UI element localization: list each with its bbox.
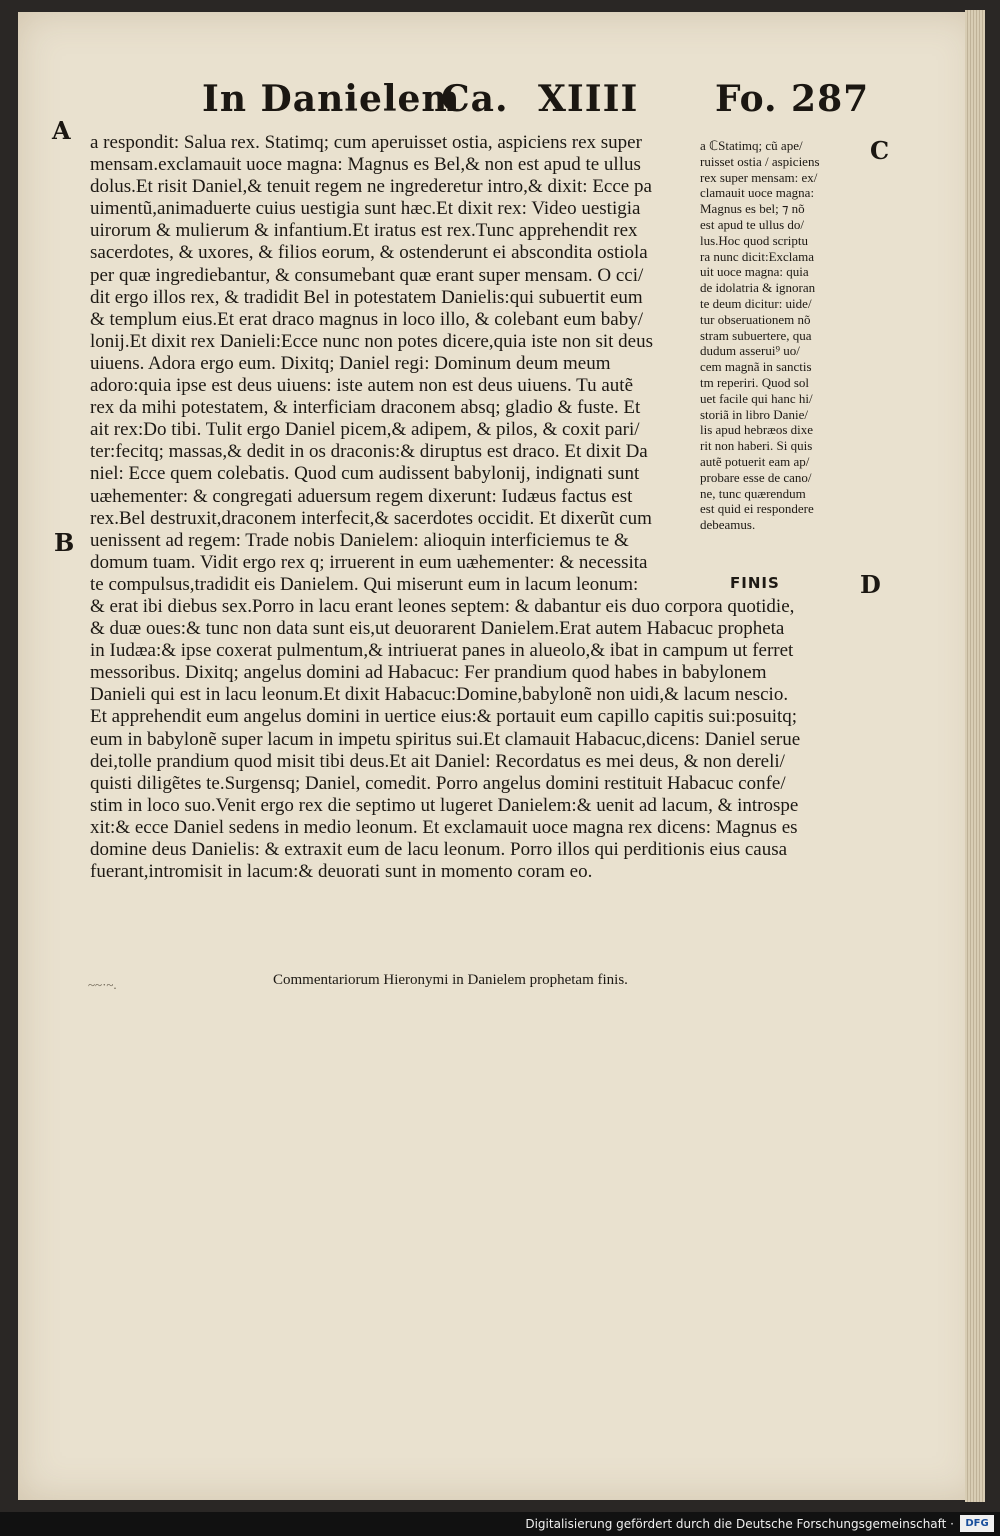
text-line: adoro:quia ipse est deus uiuens: iste autem non est deus uiuens. Tu autẽ [90, 375, 634, 397]
text-line: & templum eius.Et erat draco magnus in loco illo, & colebant eum baby/ [90, 308, 643, 330]
text-line: ter:fecitq; massas,& dedit in os draconis:& diruptus est draco. Et dixit Da [90, 441, 648, 463]
gloss-line: ra nunc dicit:Exclama [700, 248, 815, 264]
text-line: Et apprehendit eum angelus domini in uertice eius:& portauit eum capillo capitis sui:posuitq; [90, 706, 798, 728]
text-line: rex.Bel destruxit,draconem interfecit,& sacerdotes occidit. Et dixerũt cum [90, 507, 652, 529]
running-head-chapter: Ca. [441, 78, 509, 120]
gloss-line: debeamus. [700, 517, 756, 533]
gloss-line: dudum asserui⁹ uo/ [700, 343, 800, 359]
text-line: per quæ ingrediebantur, & consumebant quæ erant super mensam. O cci/ [90, 264, 644, 286]
gloss-line: rex super mensam: ex/ [700, 169, 818, 185]
running-head [18, 78, 980, 128]
text-line: ait rex:Do tibi. Tulit ergo Daniel picem,& adipem, & pilos, & coxit pari/ [90, 419, 640, 441]
text-line: a respondit: Salua rex. Statimq; cum aperuisset ostia, aspiciens rex super [90, 132, 642, 153]
text-line: lonij.Et dixit rex Danieli:Ecce nunc non potes dicere,quia iste non sit deus [90, 330, 653, 352]
text-line: fuerant,intromisit in lacum:& deuorati sunt in momento coram eo. [90, 861, 593, 883]
text-line: messoribus. Dixitq; angelus domini ad Habacuc: Fer prandium quod habes in babylonem [90, 662, 767, 684]
gloss-line: de idolatria & ignoran [700, 280, 816, 296]
gloss-line: ruisset ostia / aspiciens [700, 153, 820, 169]
gloss-line: lus.Hoc quod scriptu [700, 232, 808, 248]
marginal-gloss [700, 138, 870, 533]
footer-bar [0, 1512, 1000, 1536]
gloss-line: a ℂStatimq; cũ ape/ [700, 138, 803, 153]
gloss-line: est quid ei respondere [700, 501, 814, 517]
text-line: xit:& ecce Daniel sedens in medio leonum. Et exclamauit uoce magna rex dicens: Magnus es [90, 816, 798, 838]
text-line: niel: Ecce quem colebatis. Quod cum audissent babylonij, indignati sunt [90, 463, 640, 485]
text-line: te compulsus,tradidit eis Danielem. Qui miserunt eum in lacum leonum: [90, 573, 639, 595]
text-line: quisti diligẽtes te.Surgensq; Daniel, comedit. Porro angelus domini restituit Habacuc confe/ [90, 772, 786, 794]
text-line: in Iudæa:& ipse coxerat pulmentum,& intriuerat panes in alueolo,& ibat in campum ut ferret [90, 640, 794, 662]
dfg-logo [960, 1515, 994, 1532]
text-line: & erat ibi diebus sex.Porro in lacu erant leones septem: & dabantur eis duo corpora quotidie, [90, 595, 795, 617]
gloss-line: autẽ potuerit eam ap/ [700, 453, 810, 469]
text-line: uimentũ,animaduerte cuius uestigia sunt hæc.Et dixit rex: Video uestigia [90, 198, 641, 220]
gloss-line: tur obseruationem nõ [700, 311, 811, 327]
gloss-line: clamauit uoce magna: [700, 185, 815, 201]
footer-credit: Digitalisierung gefördert durch die Deutsche Forschungsgemeinschaft · [525, 1517, 954, 1531]
colophon: Commentariorum Hieronymi in Danielem prophetam finis. [273, 972, 628, 988]
text-line: eum in babylonẽ super lacum in impetu spiritus sui.Et clamauit Habacuc,dicens: Daniel serue [90, 728, 801, 750]
text-line: domine deus Danielis: & extraxit eum de lacu leonum. Porro illos qui perditionis eius causa [90, 839, 788, 860]
text-line: uiuens. Adora ergo eum. Dixitq; Daniel regi: Dominum deum meum [90, 352, 611, 374]
text-line: uenissent ad regem: Trade nobis Danielem: alioquin interficiemus te & [90, 529, 629, 551]
text-line: domum tuam. Vidit ergo rex q; irruerent in eum uæhementer: & necessita [90, 551, 648, 573]
gloss-line: uet facile qui hanc hi/ [700, 390, 813, 406]
text-line: mensam.exclamauit uoce magna: Magnus es Bel,& non est apud te ullus [90, 154, 641, 176]
text-line: dit ergo illos rex, & tradidit Bel in potestatem Danielis:qui subuertit eum [90, 286, 643, 308]
text-line: stim in loco suo.Venit ergo rex die septimo ut lugeret Danielem:& uenit ad lacum, & introspe [90, 794, 799, 816]
text-line: dei,tolle prandium quod misit tibi deus.Et ait Daniel: Recordatus es mei deus, & non dereli/ [90, 750, 785, 772]
gloss-line: cem magnã in sanctis [700, 359, 812, 375]
text-line: rex da mihi potestatem, & interficiam draconem absq; gladio & fuste. Et [90, 397, 641, 419]
text-line: uæhementer: & congregati aduersum regem dixerunt: Iudæus factus est [90, 485, 633, 507]
margin-letter-c: C [870, 136, 890, 165]
gloss-line: ne, tunc quærendum [700, 485, 806, 501]
text-line: uirorum & mulierum & infantium.Et iratus est rex.Tunc apprehendit rex [90, 220, 638, 242]
finis-label: FINIS [730, 574, 780, 592]
gloss-line: est apud te ullus do/ [700, 216, 804, 232]
margin-letter-b: B [54, 528, 75, 557]
gloss-line: storiã in libro Danie/ [700, 406, 808, 422]
folio-number: Fo. 287 [715, 78, 870, 120]
small-mark: ~~·~. [88, 977, 117, 992]
dfg-logo-text: DFG [965, 1518, 989, 1529]
gloss-line: probare esse de cano/ [700, 469, 812, 485]
page-edges [965, 10, 985, 1502]
gloss-line: Magnus es bel; ⁊ nõ [700, 201, 805, 217]
gloss-line: rit non haberi. Si quis [700, 438, 813, 454]
gloss-line: tm reperiri. Quod sol [700, 374, 810, 390]
running-head-title: In Danielem [202, 78, 461, 120]
book-page [18, 12, 980, 1500]
gloss-line: uit uoce magna: quia [700, 264, 809, 280]
gloss-line: stram subuertere, qua [700, 327, 812, 343]
margin-letter-d: D [860, 570, 881, 599]
text-line: sacerdotes, & uxores, & filios eorum, & ostenderunt ei abscondita ostiola [90, 242, 648, 264]
text-line: Danieli qui est in lacu leonum.Et dixit Habacuc:Domine,babylonẽ non uidi,& lacum nescio. [90, 684, 789, 706]
margin-letter-a: A [52, 116, 71, 145]
text-line: & duæ oues:& tunc non data sunt eis,ut deuorarent Danielem.Erat autem Habacuc propheta [90, 618, 785, 640]
running-head-chapter-number: XIIII [538, 78, 639, 120]
text-line: dolus.Et risit Daniel,& tenuit regem ne ingrederetur intro,& dixit: Ecce pa [90, 176, 652, 198]
gloss-line: lis apud hebræos dixe [700, 422, 814, 438]
gloss-line: te deum dicitur: uide/ [700, 295, 812, 311]
